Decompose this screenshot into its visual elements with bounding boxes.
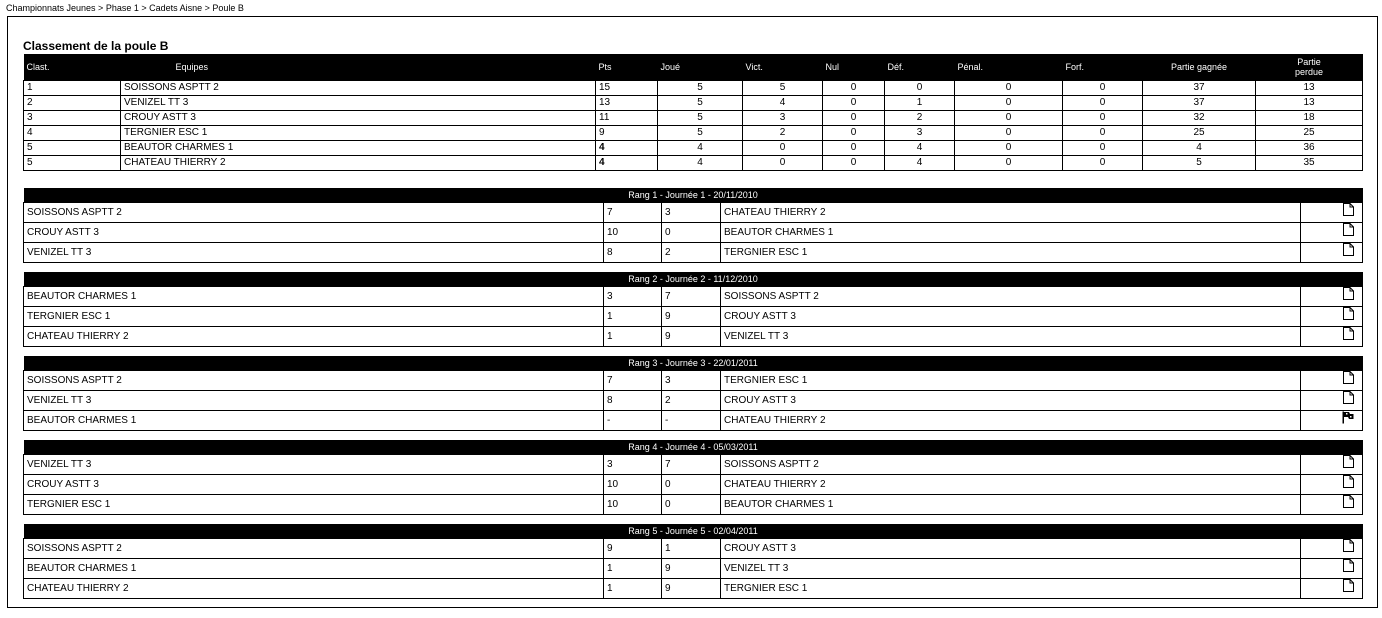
match-sheet-cell [1301,475,1363,495]
match-row [24,223,1363,243]
col-header-vict: Vict. [743,54,823,81]
cell-equipe[interactable]: CHATEAU THIERRY 2 [121,156,596,171]
cell-def: 0 [885,81,955,96]
match-row [24,559,1363,579]
round-header: Rang 3 - Journée 3 - 22/01/2011 [24,356,1363,371]
match-row [24,455,1363,475]
cell-partie-perdue: 35 [1256,156,1363,171]
home-score: 3 [604,287,662,307]
away-team[interactable]: TERGNIER ESC 1 [721,579,1301,599]
match-row [24,371,1363,391]
home-team[interactable]: VENIZEL TT 3 [24,455,604,475]
round-header: Rang 1 - Journée 1 - 20/11/2010 [24,188,1363,203]
cell-pts: 13 [596,96,658,111]
cell-equipe[interactable]: BEAUTOR CHARMES 1 [121,141,596,156]
cell-clast: 5 [24,156,121,171]
home-team[interactable]: BEAUTOR CHARMES 1 [24,411,604,431]
cell-def: 4 [885,156,955,171]
away-team[interactable]: SOISSONS ASPTT 2 [721,287,1301,307]
round-header-row [24,356,1363,371]
home-team[interactable]: SOISSONS ASPTT 2 [24,371,604,391]
home-team[interactable]: SOISSONS ASPTT 2 [24,539,604,559]
cell-forf: 0 [1063,111,1143,126]
match-sheet-cell [1301,559,1363,579]
document-icon[interactable] [1343,327,1354,346]
match-row [24,243,1363,263]
cell-forf: 0 [1063,156,1143,171]
away-team[interactable]: CHATEAU THIERRY 2 [721,475,1301,495]
cell-partie-perdue: 13 [1256,96,1363,111]
away-team[interactable]: CROUY ASTT 3 [721,539,1301,559]
away-team[interactable]: CROUY ASTT 3 [721,391,1301,411]
cell-vict: 3 [743,111,823,126]
away-team[interactable]: VENIZEL TT 3 [721,559,1301,579]
cell-def: 1 [885,96,955,111]
away-score: 2 [662,243,721,263]
match-sheet-cell [1301,307,1363,327]
cell-pts: 4 [596,156,658,171]
cell-def: 3 [885,126,955,141]
cell-def: 2 [885,111,955,126]
away-team[interactable]: CHATEAU THIERRY 2 [721,411,1301,431]
away-score: 3 [662,203,721,223]
match-row [24,539,1363,559]
cell-vict: 4 [743,96,823,111]
cell-partie-gagnee: 4 [1143,141,1256,156]
home-score: 10 [604,223,662,243]
round-header: Rang 2 - Journée 2 - 11/12/2010 [24,272,1363,287]
away-score: 0 [662,223,721,243]
cell-equipe[interactable]: TERGNIER ESC 1 [121,126,596,141]
document-icon[interactable] [1343,559,1354,578]
cell-vict: 0 [743,156,823,171]
away-team[interactable]: SOISSONS ASPTT 2 [721,455,1301,475]
away-team[interactable]: BEAUTOR CHARMES 1 [721,495,1301,515]
cell-joue: 5 [658,111,743,126]
away-team[interactable]: CHATEAU THIERRY 2 [721,203,1301,223]
cell-joue: 5 [658,81,743,96]
ranking-header-row [24,54,1363,81]
away-team[interactable]: CROUY ASTT 3 [721,307,1301,327]
home-team[interactable]: CROUY ASTT 3 [24,475,604,495]
match-row [24,475,1363,495]
round-header-row [24,524,1363,539]
cell-joue: 4 [658,141,743,156]
away-score: 3 [662,371,721,391]
match-sheet-cell [1301,495,1363,515]
cell-penal: 0 [955,96,1063,111]
away-team[interactable]: TERGNIER ESC 1 [721,243,1301,263]
match-row [24,579,1363,599]
home-score: - [604,411,662,431]
cell-partie-gagnee: 37 [1143,81,1256,96]
home-score: 8 [604,391,662,411]
document-icon[interactable] [1343,243,1354,262]
home-score: 1 [604,559,662,579]
match-row [24,495,1363,515]
home-score: 1 [604,327,662,347]
col-header-partie-gagnee: Partie gagnée [1143,54,1256,81]
cell-partie-gagnee: 25 [1143,126,1256,141]
cell-equipe[interactable]: CROUY ASTT 3 [121,111,596,126]
cell-pts: 4 [596,141,658,156]
away-score: 2 [662,391,721,411]
round-table [23,524,1363,599]
home-team[interactable]: CROUY ASTT 3 [24,223,604,243]
table-row [24,111,1363,126]
breadcrumb[interactable]: Championnats Jeunes > Phase 1 > Cadets Aisne > Poule B [6,3,244,13]
document-icon[interactable] [1343,475,1354,494]
round-table [23,272,1363,347]
cell-def: 4 [885,141,955,156]
document-icon[interactable] [1343,223,1354,242]
document-icon[interactable] [1343,579,1354,598]
cell-joue: 5 [658,126,743,141]
home-team[interactable]: CHATEAU THIERRY 2 [24,327,604,347]
round-header-row [24,440,1363,455]
cell-clast: 1 [24,81,121,96]
cell-penal: 0 [955,156,1063,171]
col-header-def: Déf. [885,54,955,81]
cell-joue: 4 [658,156,743,171]
cell-partie-perdue: 25 [1256,126,1363,141]
cell-pts: 15 [596,81,658,96]
away-score: 7 [662,287,721,307]
away-score: 9 [662,559,721,579]
cell-pts: 9 [596,126,658,141]
away-score: 0 [662,495,721,515]
match-sheet-cell [1301,411,1363,431]
cell-penal: 0 [955,111,1063,126]
home-score: 10 [604,495,662,515]
home-score: 3 [604,455,662,475]
cell-pts: 11 [596,111,658,126]
cell-clast: 5 [24,141,121,156]
round-header: Rang 4 - Journée 4 - 05/03/2011 [24,440,1363,455]
home-score: 7 [604,203,662,223]
col-header-joue: Joué [658,54,743,81]
document-icon[interactable] [1343,203,1354,222]
match-sheet-cell [1301,539,1363,559]
round-header-row [24,188,1363,203]
round-table [23,188,1363,263]
match-sheet-cell [1301,327,1363,347]
cell-partie-gagnee: 37 [1143,96,1256,111]
away-score: 1 [662,539,721,559]
match-sheet-cell [1301,243,1363,263]
match-row [24,287,1363,307]
cell-vict: 0 [743,141,823,156]
away-score: 9 [662,327,721,347]
match-sheet-cell [1301,203,1363,223]
round-table [23,440,1363,515]
col-header-pts: Pts [596,54,658,81]
home-team[interactable]: SOISSONS ASPTT 2 [24,203,604,223]
cell-clast: 3 [24,111,121,126]
home-team[interactable]: BEAUTOR CHARMES 1 [24,287,604,307]
document-icon[interactable] [1343,307,1354,326]
col-header-nul: Nul [823,54,885,81]
col-header-forf: Forf. [1063,54,1143,81]
match-row [24,411,1363,431]
match-row [24,327,1363,347]
cell-nul: 0 [823,111,885,126]
match-row [24,203,1363,223]
home-team[interactable]: TERGNIER ESC 1 [24,495,604,515]
cell-nul: 0 [823,81,885,96]
away-score: 9 [662,307,721,327]
away-score: - [662,411,721,431]
home-score: 1 [604,307,662,327]
ranking-table [23,54,1363,171]
table-row [24,126,1363,141]
cell-nul: 0 [823,126,885,141]
cell-nul: 0 [823,96,885,111]
cell-vict: 2 [743,126,823,141]
document-icon[interactable] [1343,371,1354,390]
round-table [23,356,1363,431]
col-header-clast: Clast. [24,54,121,81]
home-score: 1 [604,579,662,599]
away-score: 9 [662,579,721,599]
cell-forf: 0 [1063,81,1143,96]
away-score: 0 [662,475,721,495]
page-title: Classement de la poule B [23,39,169,53]
flag-icon[interactable] [1342,411,1354,430]
cell-forf: 0 [1063,141,1143,156]
home-team[interactable]: VENIZEL TT 3 [24,243,604,263]
table-row [24,156,1363,171]
cell-vict: 5 [743,81,823,96]
match-sheet-cell [1301,287,1363,307]
round-header: Rang 5 - Journée 5 - 02/04/2011 [24,524,1363,539]
cell-nul: 0 [823,141,885,156]
home-score: 8 [604,243,662,263]
match-sheet-cell [1301,391,1363,411]
away-team[interactable]: BEAUTOR CHARMES 1 [721,223,1301,243]
away-team[interactable]: TERGNIER ESC 1 [721,371,1301,391]
cell-penal: 0 [955,141,1063,156]
home-team[interactable]: CHATEAU THIERRY 2 [24,579,604,599]
col-header-partie-perdue: Partie perdue [1256,54,1363,81]
round-header-row [24,272,1363,287]
cell-equipe[interactable]: VENIZEL TT 3 [121,96,596,111]
away-score: 7 [662,455,721,475]
cell-equipe[interactable]: SOISSONS ASPTT 2 [121,81,596,96]
home-team[interactable]: TERGNIER ESC 1 [24,307,604,327]
match-sheet-cell [1301,223,1363,243]
col-header-equipes: Equipes [121,54,596,81]
match-row [24,391,1363,411]
cell-clast: 4 [24,126,121,141]
home-score: 9 [604,539,662,559]
cell-forf: 0 [1063,126,1143,141]
home-score: 10 [604,475,662,495]
document-icon[interactable] [1343,495,1354,514]
cell-partie-gagnee: 32 [1143,111,1256,126]
home-team[interactable]: VENIZEL TT 3 [24,391,604,411]
cell-partie-perdue: 36 [1256,141,1363,156]
cell-penal: 0 [955,126,1063,141]
cell-partie-gagnee: 5 [1143,156,1256,171]
match-sheet-cell [1301,579,1363,599]
cell-nul: 0 [823,156,885,171]
home-team[interactable]: BEAUTOR CHARMES 1 [24,559,604,579]
cell-clast: 2 [24,96,121,111]
cell-joue: 5 [658,96,743,111]
col-header-penal: Pénal. [955,54,1063,81]
cell-penal: 0 [955,81,1063,96]
table-row [24,81,1363,96]
cell-partie-perdue: 13 [1256,81,1363,96]
match-row [24,307,1363,327]
cell-partie-perdue: 18 [1256,111,1363,126]
cell-forf: 0 [1063,96,1143,111]
away-team[interactable]: VENIZEL TT 3 [721,327,1301,347]
home-score: 7 [604,371,662,391]
document-icon[interactable] [1343,287,1354,306]
document-icon[interactable] [1343,391,1354,410]
document-icon[interactable] [1343,455,1354,474]
table-row [24,141,1363,156]
table-row [24,96,1363,111]
match-sheet-cell [1301,455,1363,475]
document-icon[interactable] [1343,539,1354,558]
match-sheet-cell [1301,371,1363,391]
